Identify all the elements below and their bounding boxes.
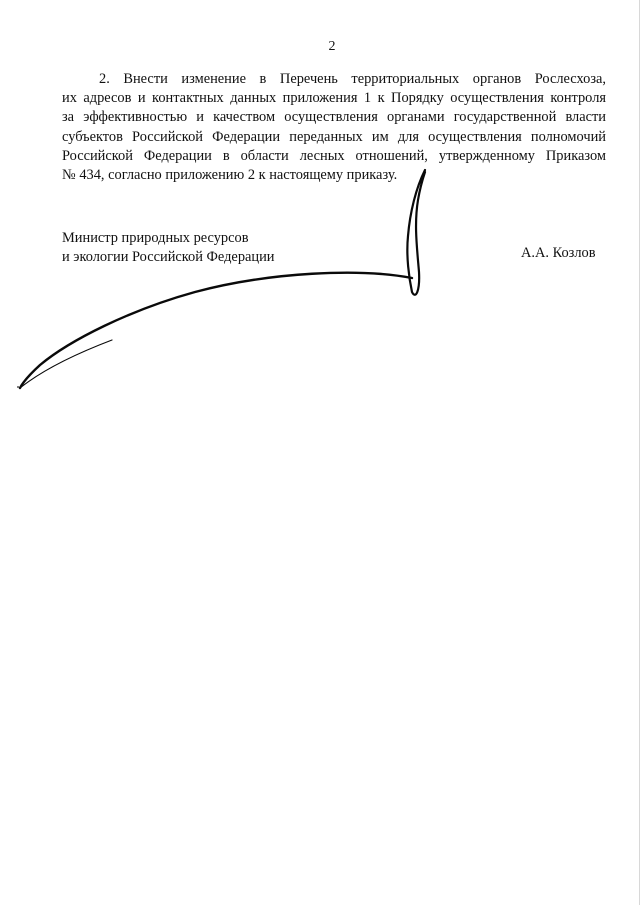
paragraph-line: № 434, согласно приложению 2 к настоящему приказу. [62, 167, 398, 184]
paragraph-line: Российской Федерации в области лесных отношений, утвержденному Приказом [62, 147, 606, 164]
signatory-position-line-1: Министр природных ресурсов [62, 230, 249, 246]
paragraph-item-2 [62, 70, 606, 185]
signatory-position [62, 229, 275, 267]
paragraph-line: субъектов Российской Федерации переданных им для осуществления полномочий [62, 128, 606, 145]
paragraph-line: их адресов и контактных данных приложения 1 к Порядку осуществления контроля [62, 90, 606, 107]
signature-tail [20, 340, 112, 388]
signatory-name: А.А. Козлов [521, 245, 596, 261]
scan-speck [17, 386, 19, 388]
signature-strokes [20, 170, 425, 388]
page-number: 2 [328, 39, 336, 54]
signatory-position-line-2: и экологии Российской Федерации [62, 249, 275, 265]
paragraph-line: 2. Внести изменение в Перечень территориальных органов Рослесхоза, [99, 71, 606, 87]
signature-sweep [20, 273, 412, 388]
paragraph-line: за эффективностью и качеством осуществления органами государственной власти [62, 109, 606, 126]
signature-loop [407, 170, 425, 295]
